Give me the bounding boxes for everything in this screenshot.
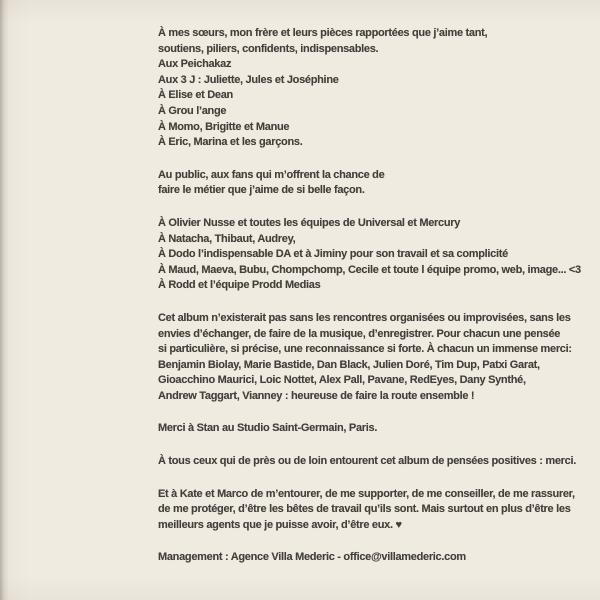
text-line: Gioacchino Maurici, Loic Nottet, Alex Pall, Pavane, RedEyes, Dany Synthé, <box>158 374 526 387</box>
text-line: À Natacha, Thibaut, Audrey, <box>158 232 296 245</box>
text-line: envies d’échanger, de faire de la musique, d’enregistrer. Pour chacun une pensée <box>158 327 561 340</box>
text-line: À Momo, Brigitte et Manue <box>158 120 290 133</box>
text-line: À Grou l’ange <box>158 104 227 117</box>
text-line: À Maud, Maeva, Bubu, Chompchomp, Cecile et toute l équipe promo, web, image... <3 <box>158 263 581 276</box>
text-line: meilleurs agents que je puisse avoir, d’être eux. ♥ <box>158 518 402 531</box>
text-line: Et à Kate et Marco de m’entourer, de me supporter, de me conseiller, de me rassurer, <box>158 487 575 500</box>
paragraph-general-thanks <box>158 454 594 470</box>
text-line: À Rodd et l’équipe Prodd Medias <box>158 279 321 292</box>
text-line: Andrew Taggart, Vianney : heureuse de faire la route ensemble ! <box>158 389 475 402</box>
text-line: Management : Agence Villa Mederic - office@villamederic.com <box>158 551 466 564</box>
paragraph-family-thanks <box>158 26 594 151</box>
text-line: si particulière, si précise, une reconnaissance si forte. À chacun un immense merci: <box>158 343 572 356</box>
text-line: Merci à Stan au Studio Saint-Germain, Paris. <box>158 422 378 435</box>
text-line: À Dodo l’indispensable DA et à Jiminy pour son travail et sa complicité <box>158 248 508 261</box>
acknowledgments-text <box>158 26 594 583</box>
text-line: Au public, aux fans qui m’offrent la chance de <box>158 168 385 181</box>
text-line: soutiens, piliers, confidents, indispensables. <box>158 42 379 55</box>
text-line: À Olivier Nusse et toutes les équipes de Universal et Mercury <box>158 216 461 229</box>
paragraph-collaborators-thanks <box>158 311 594 405</box>
text-line: de me protéger, d’être les bêtes de travail qu’ils sont. Mais surtout en plus d’être les <box>158 503 571 516</box>
text-line: Aux Peichakaz <box>158 58 232 71</box>
text-line: Benjamin Biolay, Marie Bastide, Dan Black, Julien Doré, Tim Dup, Patxi Garat, <box>158 358 540 371</box>
text-line: faire le métier que j’aime de si belle façon. <box>158 184 365 197</box>
paragraph-management-contact <box>158 550 594 566</box>
paragraph-public-thanks <box>158 168 594 199</box>
text-line: À mes sœurs, mon frère et leurs pièces rapportées que j’aime tant, <box>158 27 488 39</box>
paragraph-label-thanks <box>158 216 594 294</box>
text-line: Cet album n’existerait pas sans les rencontres organisées ou improvisées, sans les <box>158 311 571 324</box>
paragraph-agents-thanks <box>158 487 594 534</box>
text-line: À Elise et Dean <box>158 89 233 102</box>
text-line: À tous ceux qui de près ou de loin entourent cet album de pensées positives : merci. <box>158 455 576 468</box>
text-line: Aux 3 J : Juliette, Jules et Joséphine <box>158 73 339 86</box>
text-line: À Eric, Marina et les garçons. <box>158 136 303 149</box>
spine-shadow <box>0 0 9 600</box>
paragraph-studio-thanks <box>158 421 594 437</box>
